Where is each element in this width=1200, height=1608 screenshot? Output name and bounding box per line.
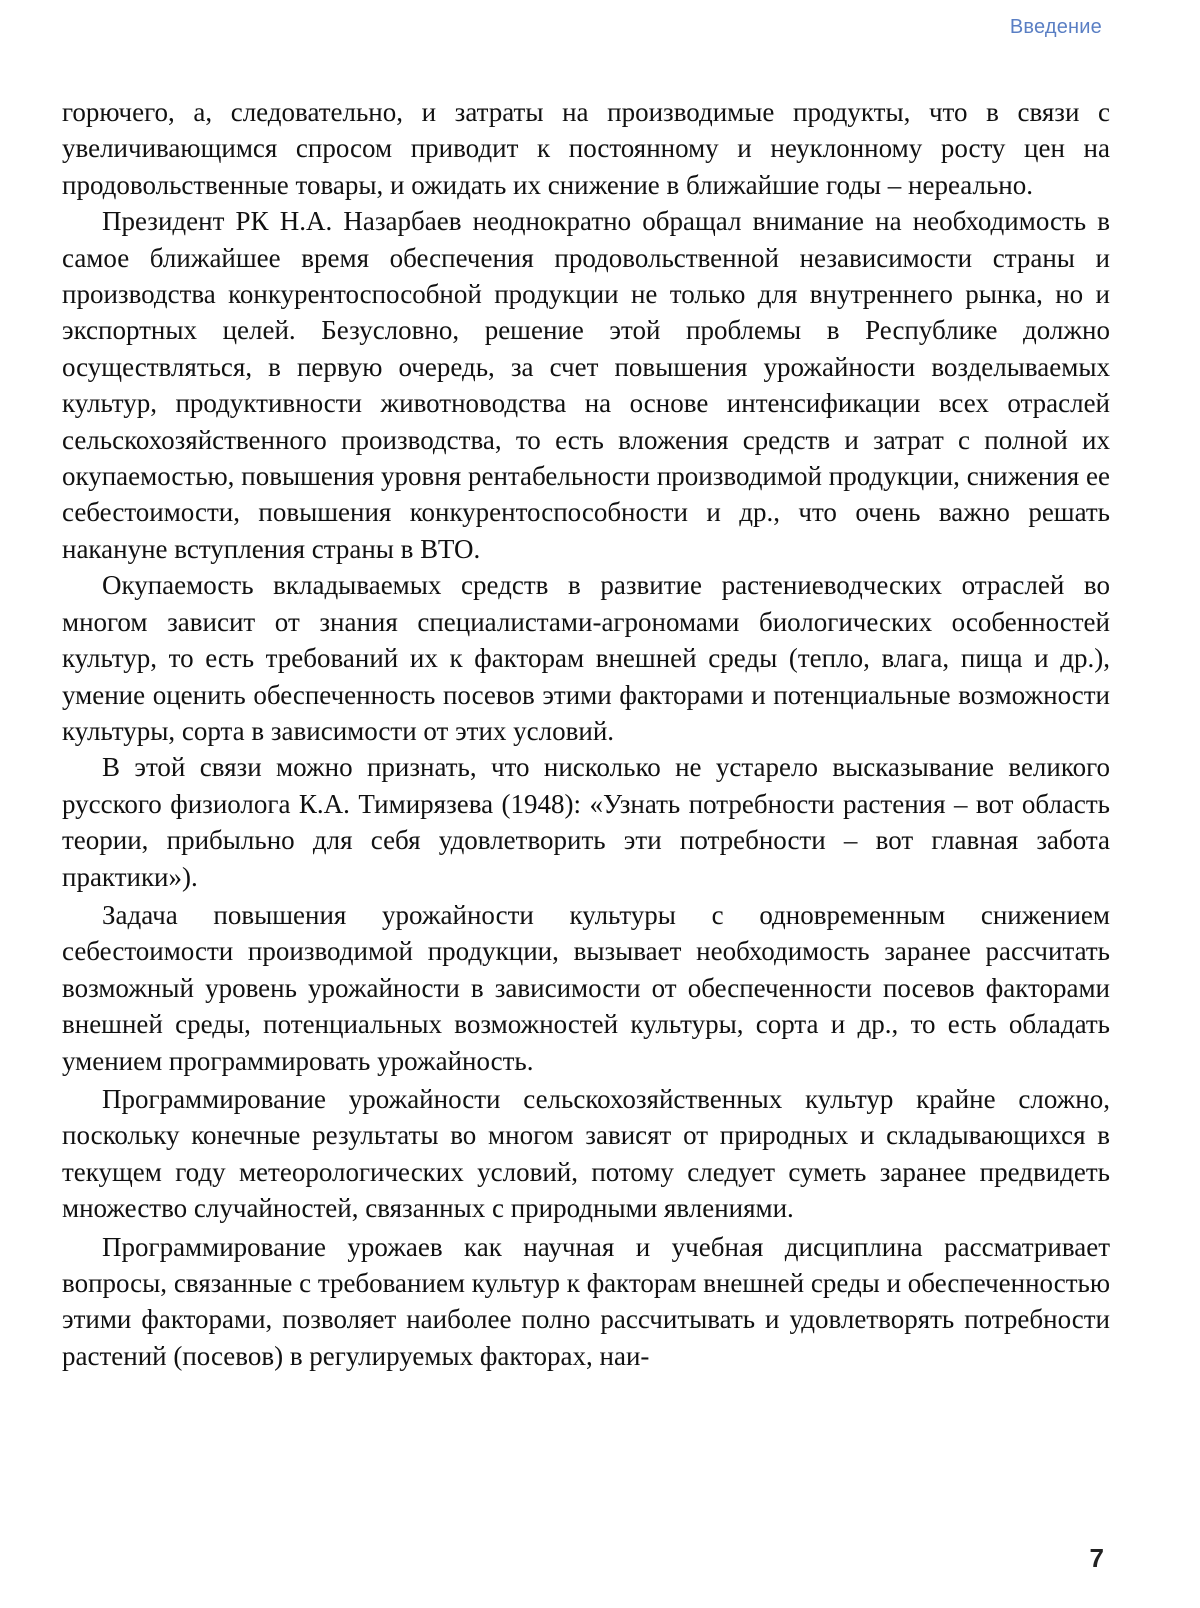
body-text [62,94,1110,1374]
paragraph-president-food-independence: Президент РК Н.А. Назарбаев неоднократно обращал внимание на необходимость в самое ближайшее время обеспечения продовольственной независимости страны и производства конкурентоспособной продукции не только для внутреннего рынка, но и экспортных целей. Безусловно, решение этой проблемы в Республике должно осуществляться, в первую очередь, за счет повышения урожайности возделываемых культур, продуктивности животноводства на основе интенсификации всех отраслей сельскохозяйственного производства, то есть вложения средств и затрат с полной их окупаемостью, повышения уровня рентабельности производимой продукции, снижения ее себестоимости, повышения конкурентоспособности и др., что очень важно решать накануне вступления страны в ВТО. [62,206,1110,564]
page-number: 7 [1089,1543,1104,1573]
paragraph-return-on-investment: Окупаемость вкладываемых средств в развитие растениеводческих отраслей во многом зависит от знания специалистами-агрономами биологических особенностей культур, то есть требований их к факторам внешней среды (тепло, влага, пища и др.), умение оценить обеспеченность посевов этими факторами и потенциальные возможности культуры, сорта в зависимости от этих условий. [62,570,1110,746]
paragraph-timiryazev-quote: В этой связи можно признать, что нисколько не устарело высказывание великого русского физиолога К.А. Тимирязева (1948): «Узнать потребности растения – вот область теории, прибыльно для себя удовлетворить эти потребности – вот главная забота практики»). [62,752,1110,892]
paragraph-programming-discipline: Программирование урожаев как научная и учебная дисциплина рассматривает вопросы, связанные с требованием культур к факторам внешней среды и обеспеченностью этими факторами, позволяет наиболее полно рассчитывать и удовлетворять потребности растений (посевов) в регулируемых факторах, наи- [62,1231,1110,1371]
paragraph-continuation: горючего, а, следовательно, и затраты на производимые продукты, что в связи с увеличивающимся спросом приводит к постоянному и неуклонному росту цен на продовольственные товары, и ожидать их снижение в ближайшие годы – нереально. [62,97,1110,200]
paragraph-programming-complexity: Программирование урожайности сельскохозяйственных культур крайне сложно, поскольку конечные результаты во многом зависят от природных и складывающихся в текущем году метеорологических условий, потому следует суметь заранее предвидеть множество случайностей, связанных с природными явлениями. [62,1083,1110,1224]
running-header-section-title: Введение [1009,16,1102,38]
paragraph-yield-task: Задача повышения урожайности культуры с одновременным снижением себестоимости производимой продукции, вызывает необходимость заранее рассчитать возможный уровень урожайности в зависимости от обеспеченности посевов факторами внешней среды, потенциальных возможностей культуры, сорта и др., то есть обладать умением программировать урожайность. [62,899,1110,1076]
